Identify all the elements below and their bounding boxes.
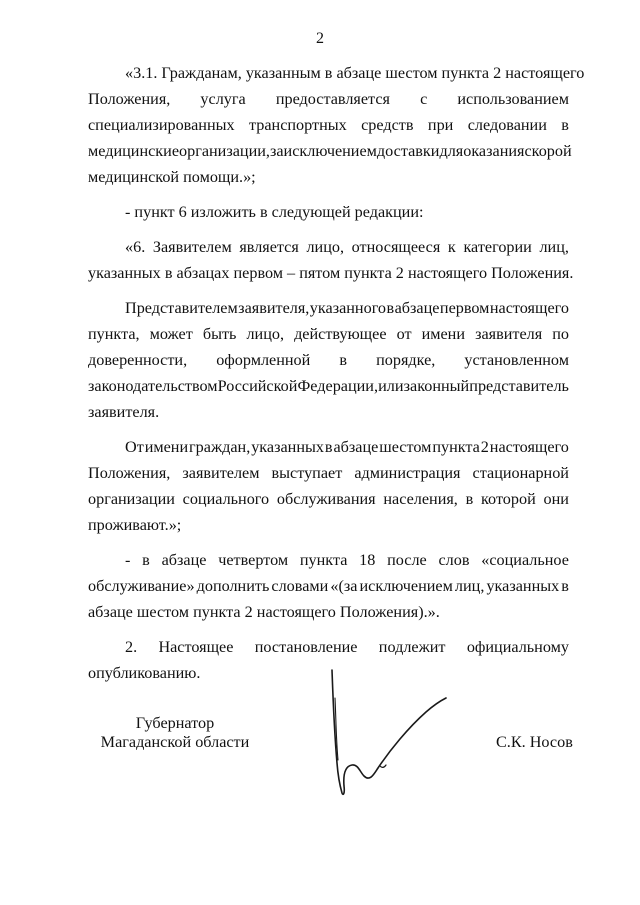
word: имени [421, 325, 466, 343]
word: в [465, 490, 474, 508]
word: Положения, [88, 90, 171, 108]
text-line: заявителя. [88, 403, 160, 421]
word: представитель [469, 377, 569, 395]
signatory-name: С.К. Носов [496, 733, 573, 751]
word: они [543, 490, 569, 508]
word: Настоящее [158, 638, 234, 656]
paragraph-item-6-intro [88, 199, 569, 225]
word: первом [439, 299, 490, 317]
text-line [88, 547, 569, 573]
text-line [88, 373, 569, 399]
text-line: медицинской помощи.»; [88, 168, 256, 186]
word: медицинские [88, 142, 179, 160]
word: в [386, 299, 395, 317]
word: законный [403, 377, 470, 395]
word: слов [438, 551, 470, 569]
word: От [125, 438, 144, 456]
word: лицо, [246, 325, 285, 343]
word: услуга [200, 90, 246, 108]
word: абзаце [161, 551, 207, 569]
word: указанного [309, 299, 387, 317]
word: оказания [463, 142, 525, 160]
word: шестом [379, 438, 432, 456]
word: указанных [251, 438, 324, 456]
text-line: «3.1. Гражданам, указанным в абзаце шестом пункта 2 настоящего [125, 64, 585, 82]
word: доверенности, [88, 351, 188, 369]
word: в [142, 551, 150, 569]
word: транспортных [248, 116, 347, 134]
word: при [427, 116, 454, 134]
paragraph-representative [88, 295, 569, 425]
word: к [447, 238, 456, 256]
word: граждан, [189, 438, 251, 456]
text-line: - пункт 6 изложить в следующей редакции: [125, 203, 424, 221]
text-line: проживают.»; [88, 516, 182, 534]
word: порядке, [376, 351, 436, 369]
text-line: указанных в абзацах первом – пятом пункта 2 настоящего Положения. [88, 264, 574, 282]
word: Российской [217, 377, 298, 395]
word: - [125, 551, 131, 569]
word: специализированных [88, 116, 235, 134]
word: стационарной [472, 464, 569, 482]
text-line [88, 234, 569, 260]
word: следовании [467, 116, 547, 134]
word: для [439, 142, 464, 160]
word: после [387, 551, 427, 569]
word: может [149, 325, 193, 343]
word: лиц, [539, 238, 569, 256]
word: исключением [359, 577, 453, 595]
document-body [88, 60, 585, 686]
word: или [378, 377, 404, 395]
word: средств [361, 116, 414, 134]
text-line [88, 86, 569, 112]
word: «социальное [481, 551, 569, 569]
word: предоставляется [275, 90, 390, 108]
word: которой [481, 490, 536, 508]
text-line [88, 112, 569, 138]
word: в [561, 116, 569, 134]
word: быть [202, 325, 237, 343]
handwritten-signature [318, 668, 458, 798]
word: за [269, 142, 284, 160]
text-line [88, 138, 572, 164]
word: официальному [466, 638, 569, 656]
word: Представителем [125, 299, 238, 317]
word: обслуживание» [88, 577, 195, 595]
word: выступает [271, 464, 343, 482]
text-line [88, 321, 569, 347]
word: является [239, 238, 299, 256]
word: заявителя, [238, 299, 310, 317]
text-line: абзаце шестом пункта 2 настоящего Положения).». [88, 603, 440, 621]
word: категории [463, 238, 532, 256]
word: доставки [376, 142, 440, 160]
word: дополнить [196, 577, 270, 595]
word: по [552, 325, 569, 343]
word: лиц, [454, 577, 485, 595]
word: 2. [125, 638, 138, 656]
word: в [339, 351, 348, 369]
word: заявителем [182, 464, 260, 482]
paragraph-6 [88, 234, 574, 286]
word: заявителя [475, 325, 543, 343]
word: подлежит [378, 638, 446, 656]
text-line [88, 634, 569, 660]
word: указанных [486, 577, 560, 595]
text-line [88, 295, 569, 321]
paragraph-3-1 [88, 60, 585, 190]
text-line [88, 434, 569, 460]
word: словами [271, 577, 329, 595]
word: пункта, [88, 325, 140, 343]
text-line [88, 486, 569, 512]
word: законодательством [88, 377, 218, 395]
word: четвертом [218, 551, 289, 569]
word: 2 [480, 438, 489, 456]
word: организации [88, 490, 175, 508]
page-number: 2 [316, 30, 324, 47]
word: от [396, 325, 412, 343]
word: Положения, [88, 464, 171, 482]
signatory-title-line: Губернатор [135, 714, 215, 732]
word: в [561, 577, 569, 595]
word: настоящего [489, 299, 569, 317]
word: организации, [179, 142, 270, 160]
signatory-title [95, 714, 255, 752]
word: пункта [299, 551, 348, 569]
text-line [88, 573, 569, 599]
word: имени [144, 438, 189, 456]
word: 18 [359, 551, 376, 569]
word: абзаце [394, 299, 440, 317]
word: населения, [383, 490, 458, 508]
paragraph-on-behalf [88, 434, 569, 538]
word: лицо, [306, 238, 345, 256]
word: с [420, 90, 428, 108]
word: скорой [524, 142, 572, 160]
word: «6. [125, 238, 146, 256]
word: оформленной [216, 351, 311, 369]
word: Федерации, [297, 377, 379, 395]
word: постановление [254, 638, 358, 656]
word: настоящего [489, 438, 569, 456]
word: «(за [330, 577, 358, 595]
text-line [88, 347, 569, 373]
word: исключением [283, 142, 377, 160]
word: в [324, 438, 333, 456]
word: администрация [354, 464, 461, 482]
word: социального [182, 490, 270, 508]
text-line [88, 460, 569, 486]
word: Заявителем [152, 238, 232, 256]
paragraph-item-18 [88, 547, 569, 625]
word: пункта [432, 438, 480, 456]
signatory-title-line: Магаданской области [100, 733, 250, 751]
word: действующее [294, 325, 387, 343]
word: использованием [457, 90, 569, 108]
word: установленном [464, 351, 569, 369]
word: обслуживания [276, 490, 376, 508]
text-line: опубликованию. [88, 664, 201, 682]
word: абзаце [333, 438, 379, 456]
word: относящееся [351, 238, 441, 256]
